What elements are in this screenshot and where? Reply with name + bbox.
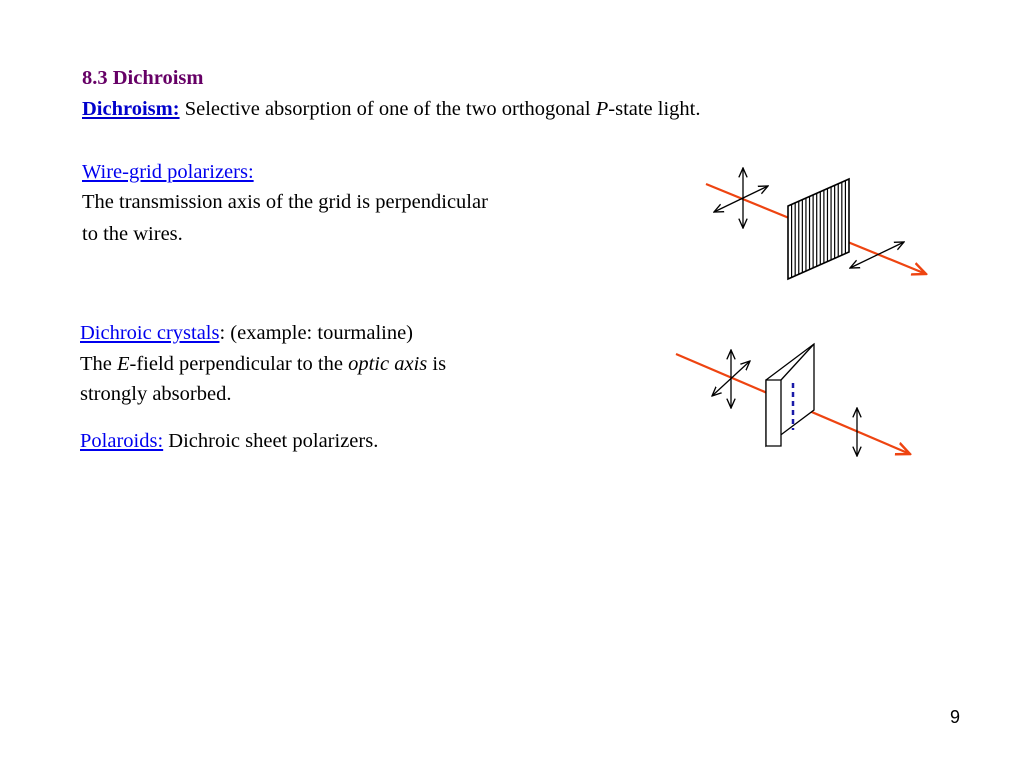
polaroids-text: Dichroic sheet polarizers. [163,430,379,452]
crystal-front-face [766,380,781,446]
wire-grid-text-1: The transmission axis of the grid is perpendicular [82,191,488,213]
definition-text-end: -state light. [608,98,701,120]
optic-axis-italic: optic axis [348,353,428,375]
crystals-text-part: The [80,353,117,375]
polaroids-link[interactable]: Polaroids: [80,430,164,452]
e-field-italic: E [117,353,130,375]
crystals-example: : (example: tourmaline) [219,322,414,344]
dichroic-crystals-link[interactable]: Dichroic crystals [80,322,220,344]
wire-grid-link[interactable]: Wire-grid polarizers: [82,161,254,183]
definition-italic: P [595,98,609,120]
crystal-diagram [676,344,910,456]
wire-grid-frame [788,179,849,279]
crystals-text-3: strongly absorbed. [80,383,232,405]
crystals-text-part: -field perpendicular to the [129,353,349,375]
wire-grid-text-2: to the wires. [82,223,183,245]
section-title: 8.3 Dichroism [82,67,204,89]
definition-text: Selective absorption of one of the two orthogonal [179,98,596,120]
page-number: 9 [950,707,961,727]
crystals-text-part: is [427,353,447,375]
wire-grid-diagram [706,168,926,279]
dichroism-link[interactable]: Dichroism: [82,98,180,120]
